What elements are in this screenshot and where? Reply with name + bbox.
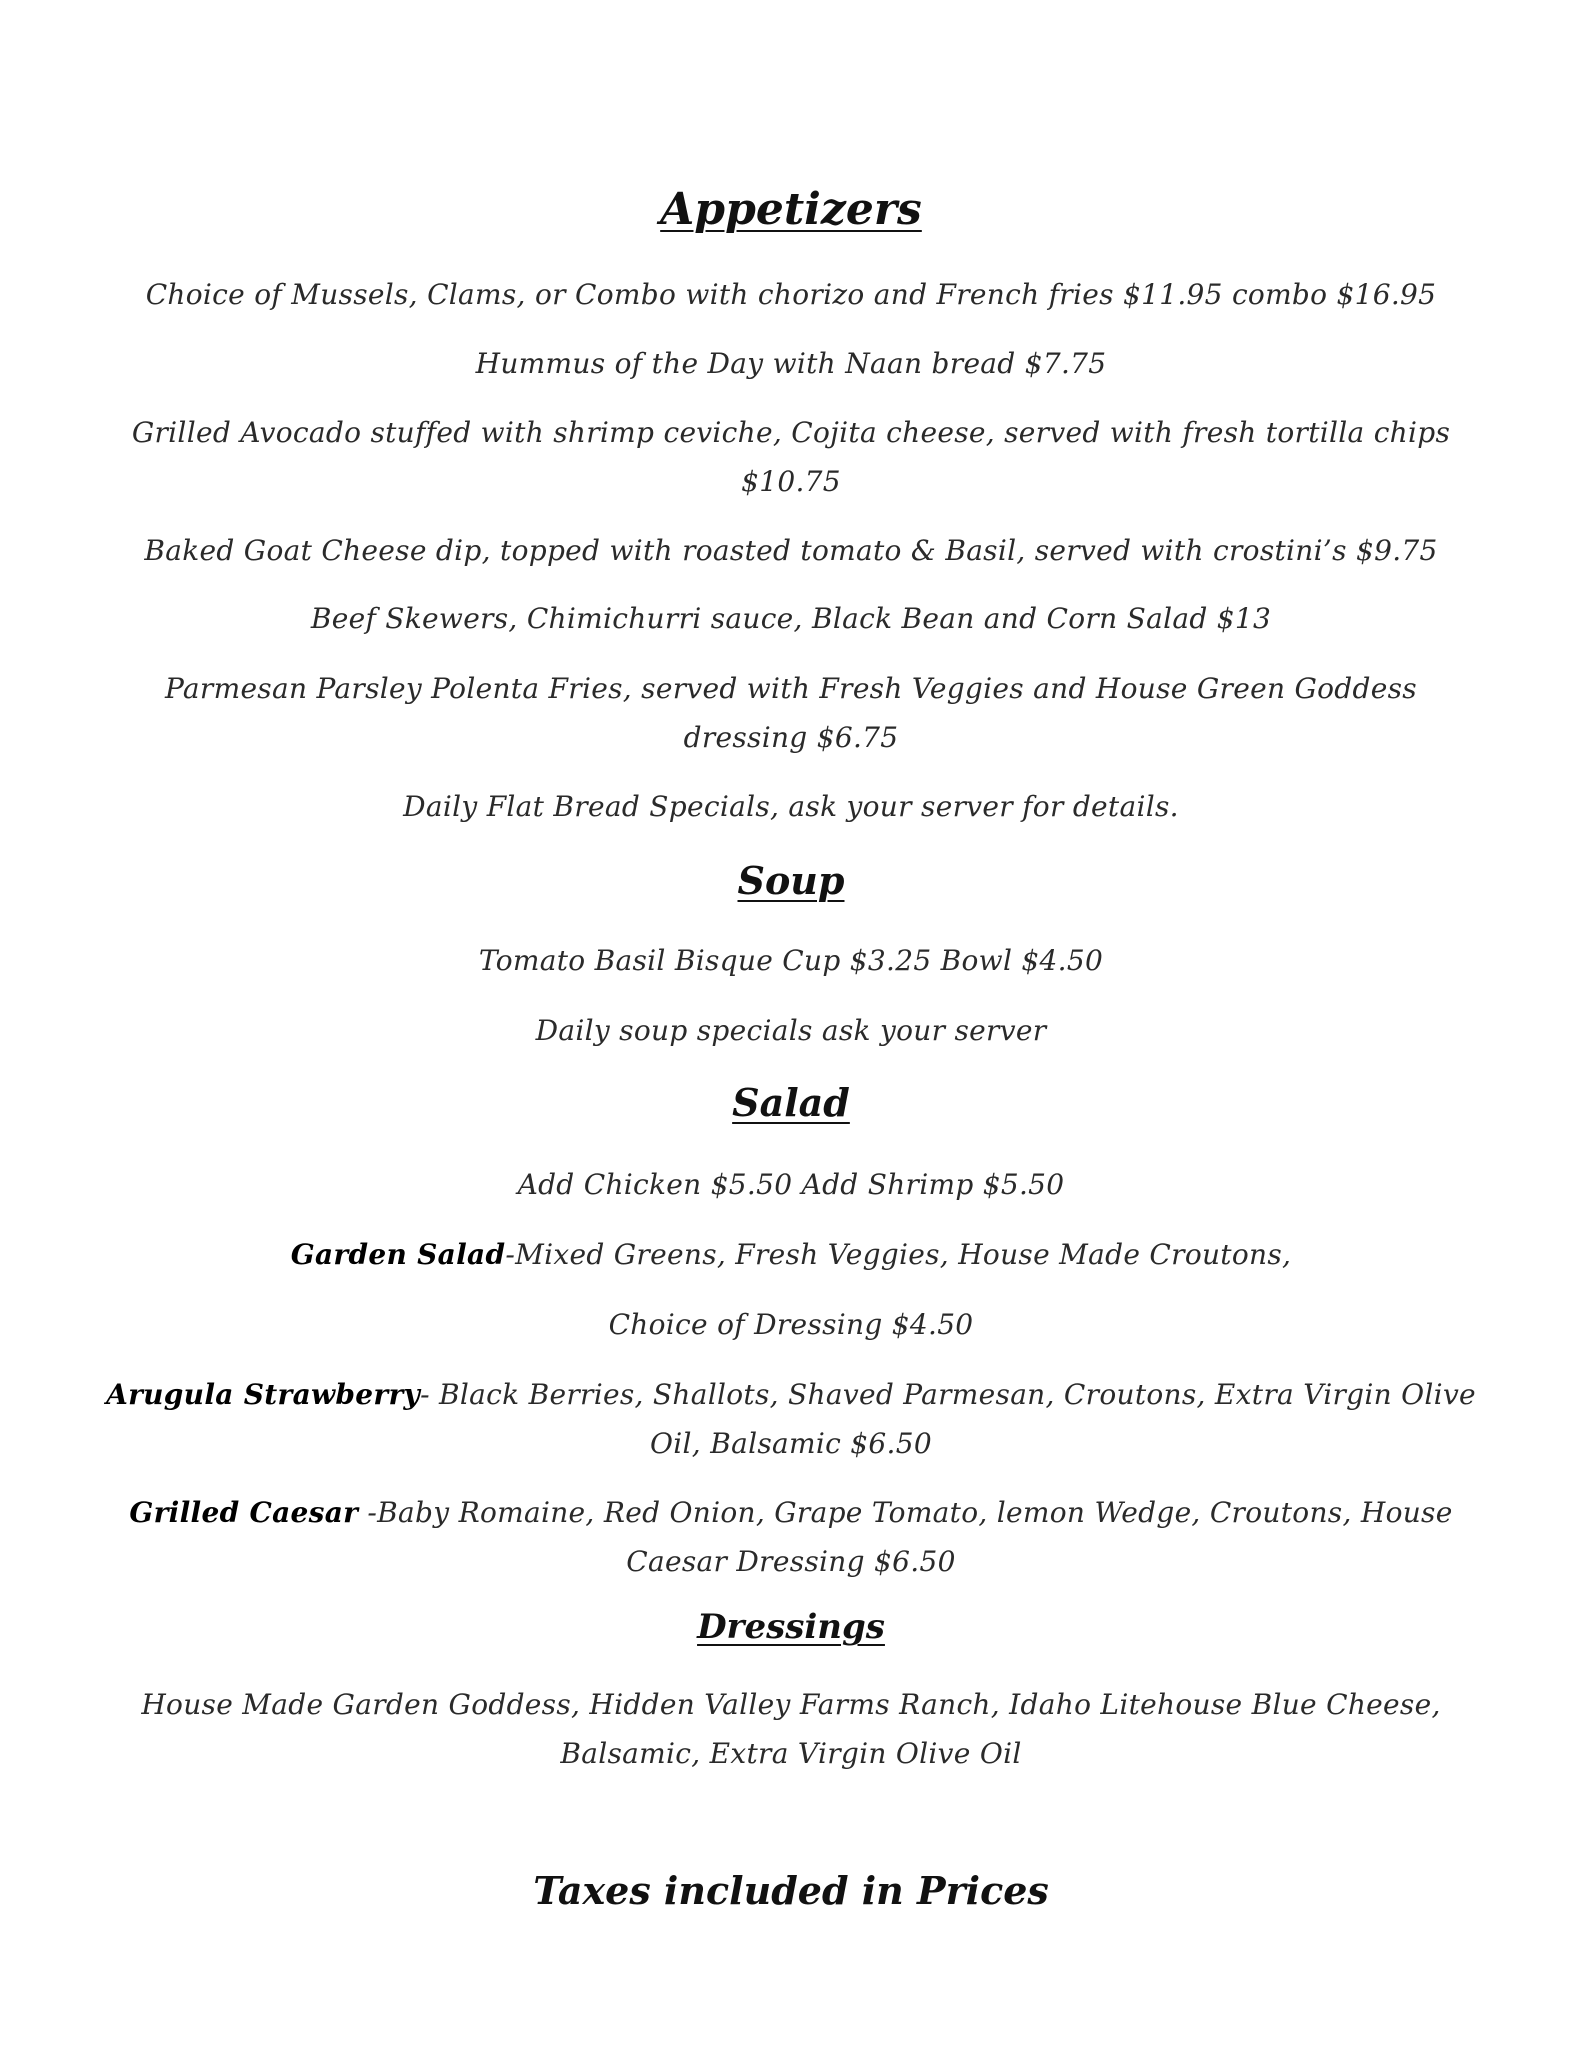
appetizer-item: Beef Skewers, Chimichurri sauce, Black Bean and Corn Salad $13 [310,602,1272,635]
appetizer-item: Choice of Mussels, Clams, or Combo with chorizo and French fries $11.95 combo $16.95 [145,278,1437,311]
salad-item-name: Grilled Caesar [129,1496,359,1529]
salad-item-description: -Baby Romaine, Red Onion, Grape Tomato, lemon Wedge, Croutons, House Caesar Dressing $6.50 [358,1496,1453,1578]
soup-heading: Soup [737,858,845,903]
appetizer-item: Baked Goat Cheese dip, topped with roasted tomato & Basil, served with crostini’s $9.75 [144,534,1438,567]
appetizer-item: Grilled Avocado stuffed with shrimp ceviche, Cojita cheese, served with fresh tortilla chips $10.75 [131,416,1451,498]
appetizers-heading: Appetizers [660,184,922,235]
appetizer-item: Parmesan Parsley Polenta Fries, served with Fresh Veggies and House Green Goddess dressing $6.75 [165,672,1417,754]
salad-item-arugula [100,1370,1482,1468]
appetizer-item: Daily Flat Bread Specials, ask your server for details. [403,790,1179,823]
salad-heading: Salad [732,1080,850,1125]
appetizer-item: Hummus of the Day with Naan bread $7.75 [475,347,1107,380]
soup-item: Tomato Basil Bisque Cup $3.25 Bowl $4.50 [478,944,1104,977]
salad-item-description: - Black Berries, Shallots, Shaved Parmesan, Croutons, Extra Virgin Olive Oil, Balsamic $6.50 [420,1378,1476,1460]
salad-item-name: Arugula Strawberry [106,1378,421,1411]
salad-item-name: Garden Salad [290,1238,506,1271]
taxes-note: Taxes included in Prices [533,1868,1049,1913]
salad-item-description: -Mixed Greens, Fresh Veggies, House Made Croutons, [505,1238,1292,1271]
dressings-list: House Made Garden Goddess, Hidden Valley Farms Ranch, Idaho Litehouse Blue Cheese, Balsamic, Extra Virgin Olive Oil [141,1688,1441,1770]
dressings-heading: Dressings [697,1607,885,1647]
soup-item: Daily soup specials ask your server [535,1014,1047,1047]
salad-item-caesar [100,1488,1482,1586]
salad-addons: Add Chicken $5.50 Add Shrimp $5.50 [517,1168,1065,1201]
salad-item-garden-dressing: Choice of Dressing $4.50 [608,1308,974,1341]
salad-item-garden [100,1230,1482,1279]
